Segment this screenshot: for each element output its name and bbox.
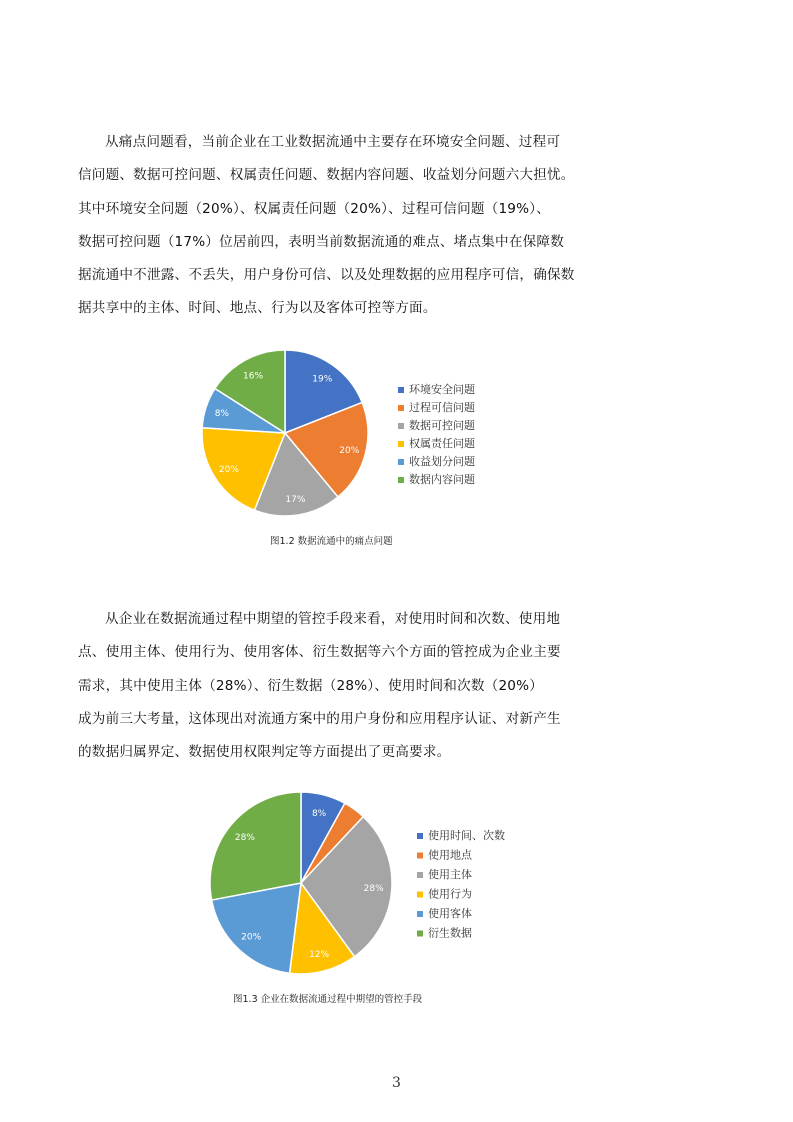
- control-means-pie-chart: [200, 786, 530, 980]
- legend-marker: [398, 459, 404, 465]
- legend-label: 使用时间、次数: [428, 829, 505, 842]
- legend-label: 使用客体: [428, 907, 472, 920]
- legend-marker: [398, 387, 404, 393]
- pie-data-label: 19%: [312, 374, 333, 385]
- pie-data-label: 16%: [243, 371, 264, 382]
- paragraph-line: 从企业在数据流通过程中期望的管控手段来看，对使用时间和次数、使用地: [105, 611, 561, 627]
- legend-marker: [398, 441, 404, 447]
- pie-data-label: 20%: [241, 932, 262, 943]
- paragraph-line: 成为前三大考量，这体现出对流通方案中的用户身份和应用程序认证、对新产生: [78, 710, 561, 727]
- figure-1-3-caption: 图1.3 企业在数据流通过程中期望的管控手段: [233, 994, 423, 1005]
- legend-marker: [398, 477, 404, 483]
- pie-data-label: 20%: [339, 446, 360, 457]
- legend-label: 收益划分问题: [409, 455, 475, 468]
- legend-label: 数据可控问题: [409, 419, 475, 432]
- pie-data-label: 12%: [309, 950, 330, 961]
- legend-marker: [417, 892, 423, 898]
- pie-data-label: 17%: [285, 495, 306, 506]
- pie-slice: [210, 792, 301, 900]
- legend-label: 衍生数据: [428, 926, 472, 940]
- pie-data-label: 28%: [363, 884, 384, 895]
- legend-marker: [417, 931, 423, 937]
- paragraph-line: 从痛点问题看，当前企业在工业数据流通中主要存在环境安全问题、过程可: [105, 134, 561, 150]
- pie-data-label: 8%: [214, 408, 229, 419]
- figure-1-2-caption: 图1.2 数据流通中的痛点问题: [270, 536, 393, 547]
- paragraph-line: 据共享中的主体、时间、地点、行为以及客体可控等方面。: [78, 300, 437, 317]
- pie-data-label: 20%: [218, 465, 239, 476]
- paragraph-line: 据流通中不泄露、不丢失，用户身份可信、以及处理数据的应用程序可信，确保数: [78, 267, 575, 284]
- pain-points-pie-svg: [195, 343, 595, 524]
- legend-marker: [417, 833, 423, 839]
- pie-data-label: 28%: [234, 833, 255, 844]
- pain-points-pie-chart: [195, 343, 595, 524]
- legend-label: 数据内容问题: [409, 473, 475, 486]
- legend-label: 使用地点: [428, 848, 472, 862]
- paragraph-line: 点、使用主体、使用行为、使用客体、衍生数据等六个方面的管控成为企业主要: [78, 644, 561, 661]
- pie-data-label: 8%: [311, 808, 327, 819]
- legend-marker: [417, 853, 423, 859]
- paragraph-pain-points: [78, 126, 578, 326]
- paragraph-line: 其中环境安全问题（20%）、权属责任问题（20%）、过程可信问题（19%）、: [78, 200, 551, 217]
- legend-label: 环境安全问题: [409, 383, 475, 396]
- legend-marker: [417, 911, 423, 917]
- legend-marker: [398, 405, 404, 411]
- page-number: 3: [392, 1075, 401, 1091]
- paragraph-line: 数据可控问题（17%）位居前四，表明当前数据流通的难点、堵点集中在保障数: [78, 233, 565, 250]
- paragraph-line: 需求，其中使用主体（28%）、衍生数据（28%）、使用时间和次数（20%）: [78, 677, 544, 694]
- legend-label: 权属责任问题: [409, 437, 475, 450]
- paragraph-control-means: [78, 603, 578, 769]
- paragraph-line: 信问题、数据可控问题、权属责任问题、数据内容问题、收益划分问题六大担忧。: [78, 167, 575, 184]
- legend-label: 过程可信问题: [409, 401, 475, 414]
- paragraph-line: 的数据归属界定、数据使用权限判定等方面提出了更高要求。: [78, 744, 451, 761]
- legend-marker: [398, 423, 404, 429]
- legend-label: 使用主体: [428, 868, 472, 881]
- legend-label: 使用行为: [428, 887, 472, 901]
- control-means-pie-svg: [200, 786, 530, 980]
- legend-marker: [417, 872, 423, 878]
